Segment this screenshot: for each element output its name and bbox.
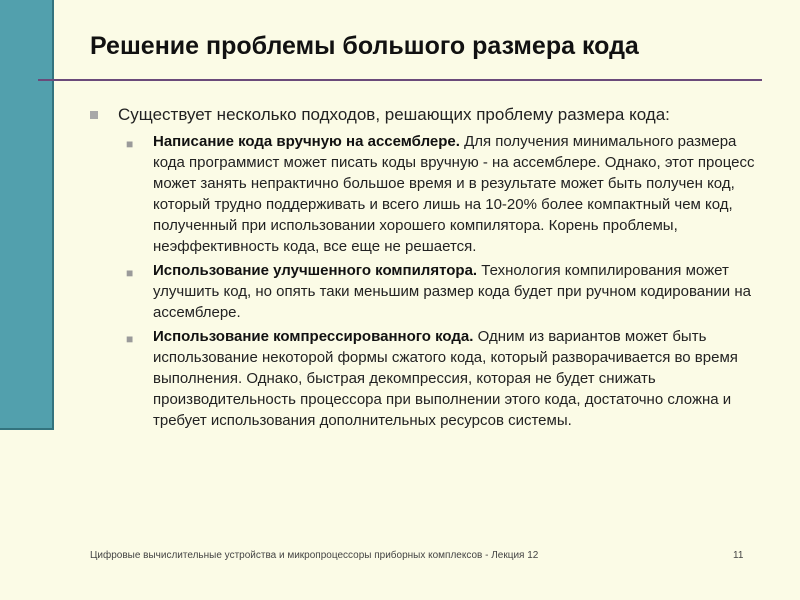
main-bullet	[90, 104, 770, 125]
square-bullet-icon: ■	[126, 332, 134, 346]
page-number: 11	[733, 550, 744, 561]
slide-footer: Цифровые вычислительные устройства и микропроцессоры приборных комплексов - Лекция 12	[90, 550, 539, 561]
item-lead: Написание кода вручную на ассемблере.	[153, 133, 460, 150]
approach-list	[90, 131, 770, 431]
title-divider	[38, 79, 762, 81]
list-item	[126, 326, 770, 431]
square-bullet-icon: ■	[126, 137, 134, 151]
square-bullet-icon	[90, 111, 98, 119]
item-lead: Использование компрессированного кода.	[153, 328, 474, 345]
item-text: Одним из вариантов может быть использование некоторой формы сжатого кода, который разворачивается во время выполнения. Однако, быстрая декомпрессия, которая не будет снижать производительность процессора при выполнении этого кода, достаточно сложна и требует использования дополнительных ресурсов системы.	[153, 328, 738, 429]
slide-title: Решение проблемы большого размера кода	[90, 32, 639, 60]
item-lead: Использование улучшенного компилятора.	[153, 262, 478, 279]
item-text: Для получения минимального размера кода программист может писать коды вручную - на ассемблере. Однако, этот процесс может занять непрактично большое время и в результате может быть получен код, который трудно поддерживать и всего лишь на 10-20% более компактный чем код, полученный при использовании хорошего компилятора. Корень проблемы, неэффективность кода, все еще не решается.	[153, 133, 755, 255]
slide-content	[90, 104, 770, 434]
sidebar-accent	[0, 0, 54, 430]
list-item	[126, 131, 770, 257]
square-bullet-icon: ■	[126, 266, 134, 280]
item-text: Технология компилирования может улучшить код, но опять таки меньшим размер кода будет при ручном кодировании на ассемблере.	[153, 262, 751, 321]
list-item	[126, 260, 770, 323]
main-bullet-text: Существует несколько подходов, решающих проблему размера кода:	[118, 105, 670, 124]
